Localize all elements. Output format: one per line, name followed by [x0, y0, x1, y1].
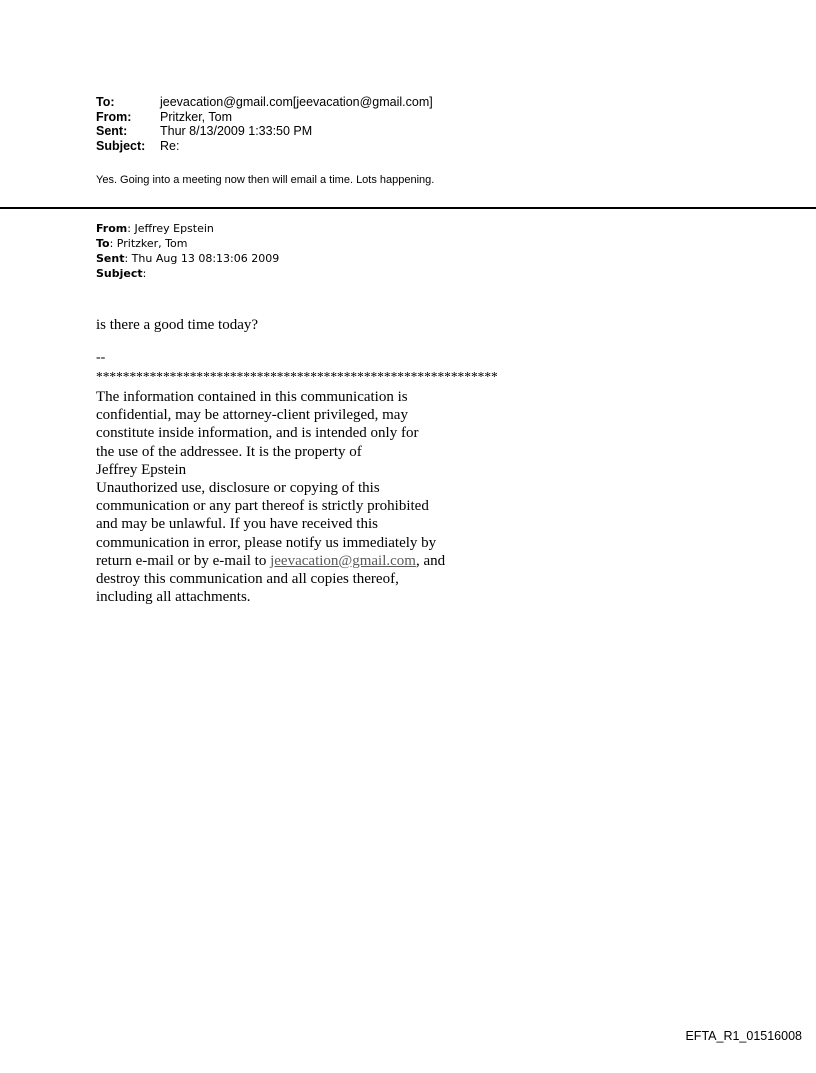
reply-to-row — [96, 95, 433, 110]
disclaimer-line: Jeffrey Epstein — [96, 461, 187, 478]
sent-label: Sent: — [96, 124, 128, 138]
to-value: jeevacation@gmail.com[jeevacation@gmail.com] — [160, 95, 433, 109]
original-from-label: From — [96, 222, 128, 235]
original-sent-label: Sent — [96, 252, 125, 265]
disclaimer-line: including all attachments. — [96, 589, 251, 606]
from-label: From: — [96, 109, 132, 124]
reply-body: Yes. Going into a meeting now then will email a time. Lots happening. — [96, 174, 435, 186]
original-to-value: : Pritzker, Tom — [109, 237, 188, 250]
original-from-value: : Jeffrey Epstein — [127, 222, 214, 235]
confidentiality-disclaimer — [96, 388, 445, 606]
email-line-prefix: return e-mail or by e-mail to — [96, 552, 271, 569]
original-sent-row — [96, 251, 279, 266]
disclaimer-line: destroy this communication and all copies thereof, — [96, 571, 399, 588]
subject-value: Re: — [160, 138, 180, 153]
disclaimer-line: Unauthorized use, disclosure or copying of this — [96, 480, 380, 497]
disclaimer-line: the use of the addressee. It is the property of — [96, 443, 362, 460]
message-divider — [0, 207, 816, 209]
from-value: Pritzker, Tom — [160, 109, 233, 124]
original-subject-label: Subject — [96, 267, 143, 280]
original-subject-row — [96, 266, 279, 281]
disclaimer-email-line — [96, 552, 445, 570]
reply-from-row — [96, 110, 433, 125]
asterisk-line: ************************************************************ — [96, 369, 498, 384]
sent-value: Thur 8/13/2009 1:33:50 PM — [160, 124, 313, 138]
reply-header — [96, 95, 433, 153]
original-header — [96, 221, 279, 281]
to-label: To: — [96, 95, 115, 109]
disclaimer-line: The information contained in this communication is — [96, 389, 408, 405]
disclaimer-line: confidential, may be attorney-client privileged, may — [96, 407, 408, 424]
disclaimer-line: constitute inside information, and is intended only for — [96, 425, 419, 442]
reply-sent-row — [96, 124, 433, 139]
original-to-row — [96, 236, 279, 251]
disclaimer-line: communication or any part thereof is strictly prohibited — [96, 498, 429, 515]
original-sent-value: : Thu Aug 13 08:13:06 2009 — [124, 252, 280, 265]
document-id: EFTA_R1_01516008 — [685, 1029, 802, 1043]
original-subject-value: : — [142, 267, 147, 280]
original-body: is there a good time today? — [96, 317, 259, 333]
disclaimer-line: and may be unlawful. If you have received this — [96, 516, 378, 533]
email-line-suffix: , and — [415, 552, 446, 569]
disclaimer-line: communication in error, please notify us immediately by — [96, 534, 437, 551]
original-from-row — [96, 221, 279, 236]
reply-subject-row — [96, 139, 433, 154]
signature-separator: -- — [96, 350, 106, 365]
original-to-label: To — [96, 237, 110, 250]
subject-label: Subject: — [96, 138, 146, 153]
email-link[interactable]: jeevacation@gmail.com — [270, 552, 416, 569]
